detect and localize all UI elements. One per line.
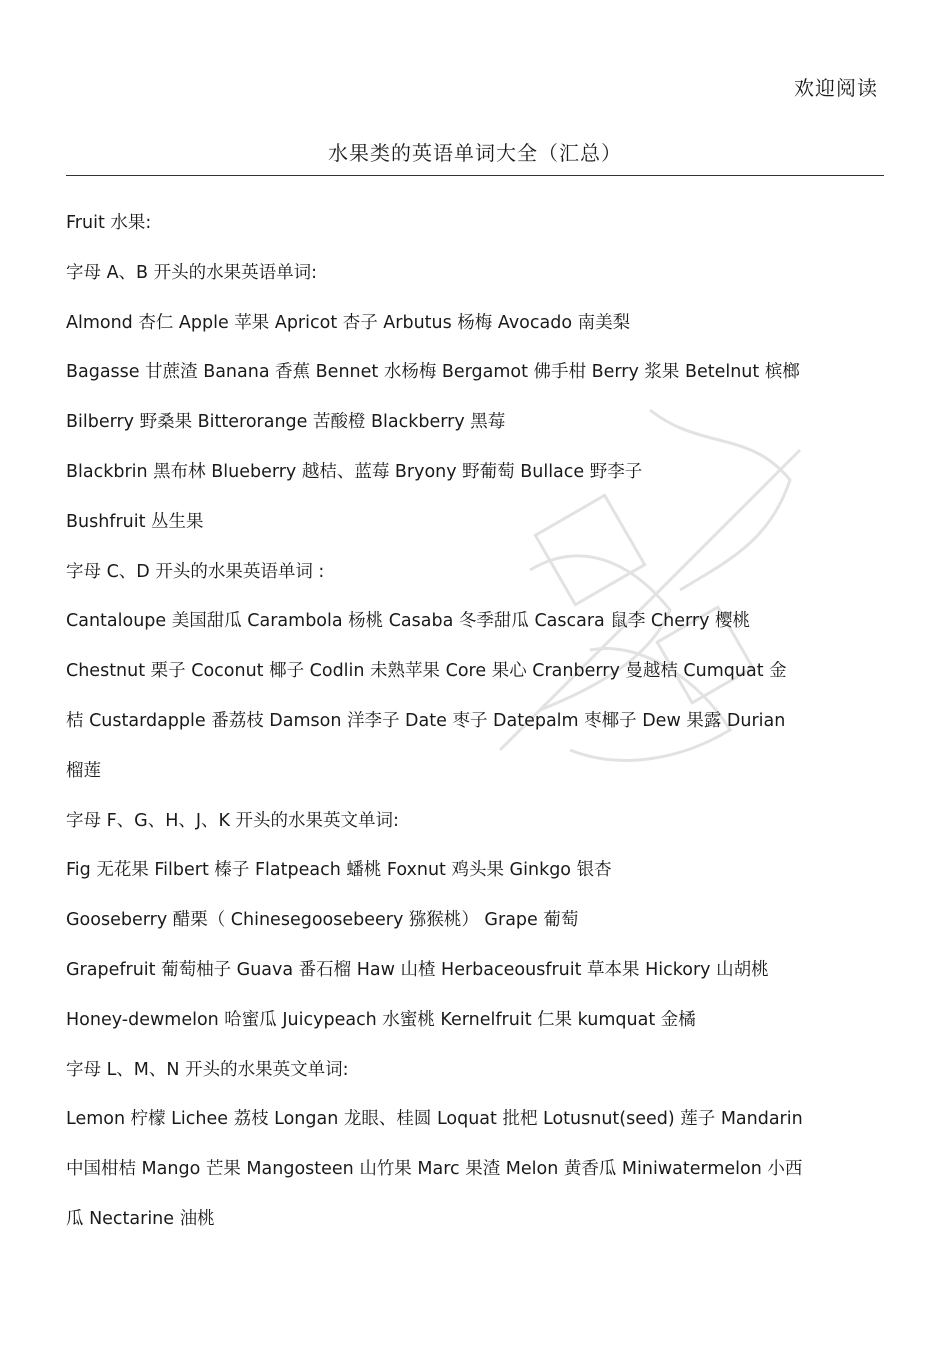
text-line: 瓜 Nectarine 油桃 bbox=[66, 1208, 215, 1229]
section-heading: 字母 L、M、N 开头的水果英文单词: bbox=[66, 1059, 349, 1080]
text-line: Bushfruit 丛生果 bbox=[66, 511, 204, 532]
text-line: Bagasse 甘蔗渣 Banana 香蕉 Bennet 水杨梅 Bergamot 佛手柑 Berry 浆果 Betelnut 槟榔 bbox=[66, 362, 800, 383]
header-welcome: 欢迎阅读 bbox=[794, 76, 878, 100]
text-line: Almond 杏仁 Apple 苹果 Apricot 杏子 Arbutus 杨梅 Avocado 南美梨 bbox=[66, 312, 631, 333]
text-line: Bilberry 野桑果 Bitterorange 苦酸橙 Blackberry 黑莓 bbox=[66, 412, 506, 433]
text-line: Cantaloupe 美国甜瓜 Carambola 杨桃 Casaba 冬季甜瓜 Cascara 鼠李 Cherry 樱桃 bbox=[66, 611, 750, 632]
section-heading: 字母 F、G、H、J、K 开头的水果英文单词: bbox=[66, 810, 399, 831]
text-line: Lemon 柠檬 Lichee 荔枝 Longan 龙眼、桂圆 Loquat 批杷 Lotusnut(seed) 莲子 Mandarin bbox=[66, 1109, 803, 1130]
page-title: 水果类的英语单词大全（汇总） bbox=[328, 141, 622, 165]
text-line: 榴莲 bbox=[66, 760, 101, 781]
title-divider bbox=[66, 175, 884, 176]
text-line: Honey-dewmelon 哈蜜瓜 Juicypeach 水蜜桃 Kernelfruit 仁果 kumquat 金橘 bbox=[66, 1009, 696, 1030]
text-line: Grapefruit 葡萄柚子 Guava 番石榴 Haw 山楂 Herbaceousfruit 草本果 Hickory 山胡桃 bbox=[66, 959, 769, 980]
text-line: Chestnut 栗子 Coconut 椰子 Codlin 未熟苹果 Core 果心 Cranberry 曼越桔 Cumquat 金 bbox=[66, 661, 787, 682]
text-line: Fruit 水果: bbox=[66, 213, 152, 233]
text-line: 桔 Custardapple 番荔枝 Damson 洋李子 Date 枣子 Datepalm 枣椰子 Dew 果露 Durian bbox=[66, 710, 786, 731]
text-line: Gooseberry 醋栗（ Chinesegoosebeery 猕猴桃） Grape 葡萄 bbox=[66, 910, 579, 931]
document-body bbox=[66, 205, 878, 1251]
text-line: Fig 无花果 Filbert 榛子 Flatpeach 蟠桃 Foxnut 鸡头果 Ginkgo 银杏 bbox=[66, 860, 612, 881]
section-heading: 字母 C、D 开头的水果英语单词 : bbox=[66, 561, 325, 582]
section-heading: 字母 A、B 开头的水果英语单词: bbox=[66, 262, 317, 283]
text-line: 中国柑桔 Mango 芒果 Mangosteen 山竹果 Marc 果渣 Melon 黄香瓜 Miniwatermelon 小西 bbox=[66, 1159, 803, 1180]
text-line: Blackbrin 黑布林 Blueberry 越桔、蓝莓 Bryony 野葡萄 Bullace 野李子 bbox=[66, 461, 643, 482]
